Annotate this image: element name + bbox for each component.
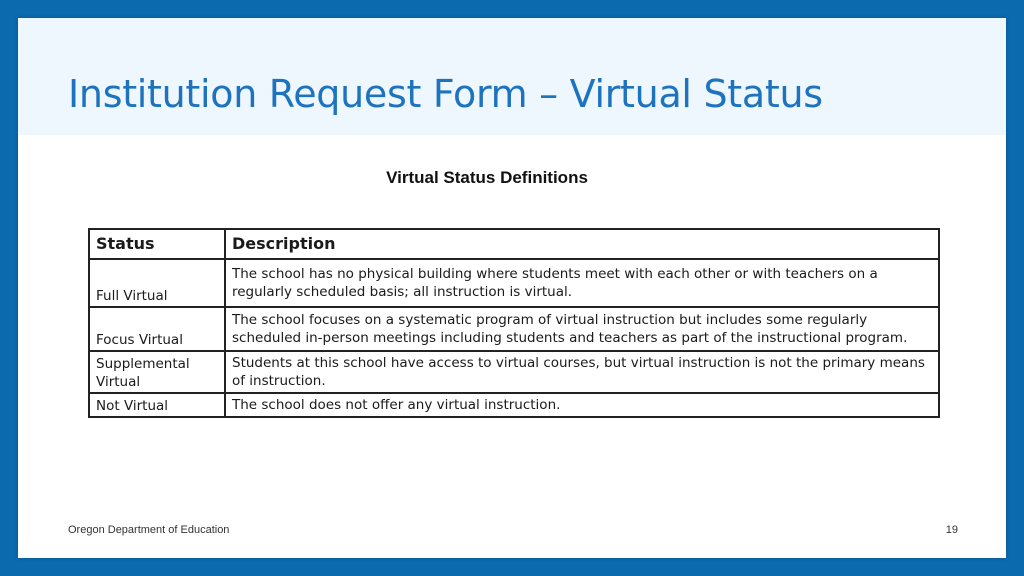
table-row <box>89 393 939 417</box>
status-cell: Supplemental Virtual <box>89 351 225 393</box>
status-cell: Not Virtual <box>89 393 225 417</box>
slide-title: Institution Request Form – Virtual Status <box>68 72 823 116</box>
footer-organization: Oregon Department of Education <box>68 524 230 536</box>
status-cell: Full Virtual <box>89 259 225 307</box>
description-cell: The school does not offer any virtual instruction. <box>225 393 939 417</box>
status-column-header: Status <box>89 229 225 259</box>
table-heading: Virtual Status Definitions <box>386 168 588 187</box>
title-band <box>18 18 1006 135</box>
description-column-header: Description <box>225 229 939 259</box>
virtual-status-table <box>88 228 940 418</box>
status-cell: Focus Virtual <box>89 307 225 351</box>
table-row <box>89 351 939 393</box>
table-row <box>89 259 939 307</box>
description-cell: Students at this school have access to virtual courses, but virtual instruction is not the primary means of instruction. <box>225 351 939 393</box>
table-row <box>89 307 939 351</box>
slide <box>18 18 1006 558</box>
table-header-row <box>89 229 939 259</box>
page-number: 19 <box>945 524 958 536</box>
description-cell: The school has no physical building where students meet with each other or with teachers on a regularly scheduled basis; all instruction is virtual. <box>225 259 939 307</box>
description-cell: The school focuses on a systematic program of virtual instruction but includes some regularly scheduled in-person meetings including students and teachers as part of the instructional program. <box>225 307 939 351</box>
